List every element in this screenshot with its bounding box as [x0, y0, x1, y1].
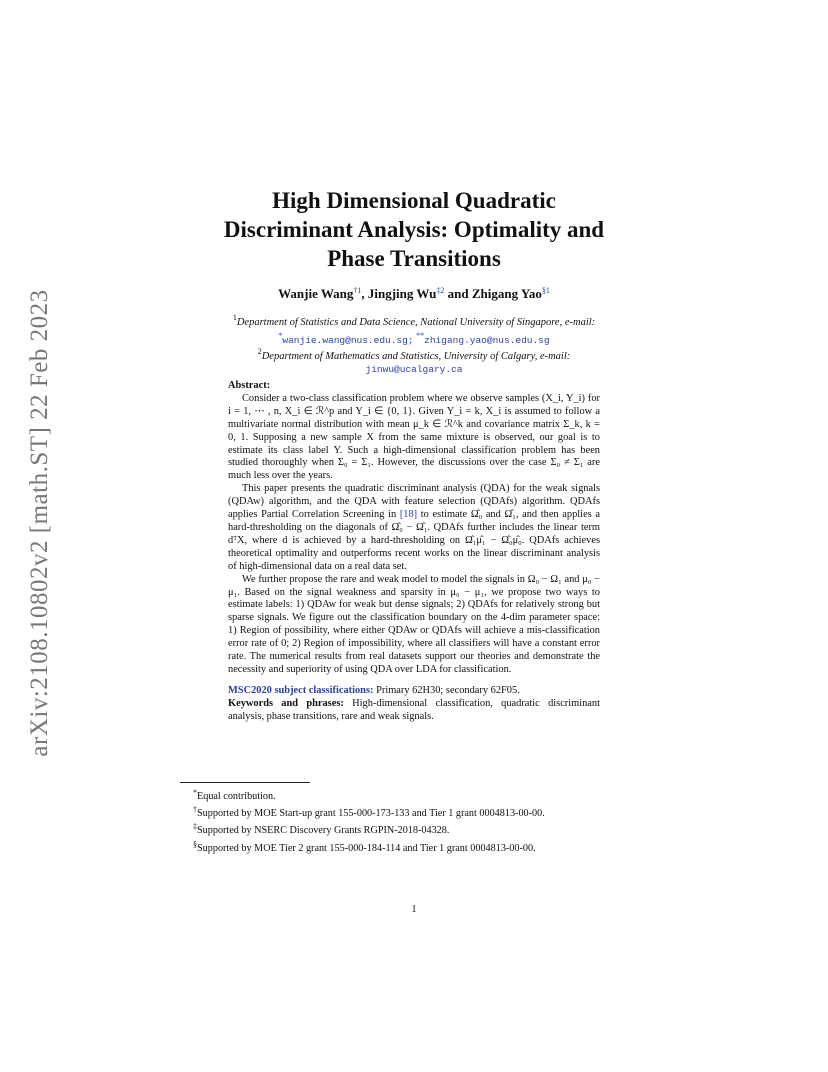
footnote-mark: * [193, 788, 197, 797]
abstract [228, 380, 600, 724]
email-link[interactable]: wanjie.wang@nus.edu.sg; [282, 335, 414, 346]
msc-text: Primary 62H30; secondary 62F05. [376, 684, 520, 696]
affiliation-number: 1 [232, 313, 237, 322]
paper-title [170, 186, 658, 273]
footnote [193, 803, 643, 820]
footnote [193, 820, 643, 837]
arxiv-sidebar [20, 270, 60, 775]
keywords-label: Keywords and phrases: [228, 697, 344, 709]
page-number: 1 [411, 904, 417, 915]
msc-classification [228, 685, 600, 698]
abstract-paragraph-1: Consider a two-class classification problem where we observe samples (X_i, Y_i) for i = 1, ⋯ , n, X_i ∈ ℛ^p and Y_i ∈ {0, 1}. Given Y_i = k, X_i is assumed to follow a multivariate normal distribution with mean μ_k ∈ ℛ^k and covariance matrix Σ_k, k = 0, 1. Supposing a new sample X from the same mixture is observed, our goal is to estimate its class label Y. Such a high-dimensional classification problem has been studied thoroughly when Σ₀ = Σ₁. However, the discussions over the case Σ₀ ≠ Σ₁ are much less over the years. [228, 392, 600, 482]
affiliation-text: Department of Statistics and Data Science, National University of Singapore, e-mail: [236, 317, 596, 328]
footnote-mark: § [193, 839, 197, 849]
footnote-text: Supported by MOE Start-up grant 155-000-173-133 and Tier 1 grant 0004813-00-00. [197, 808, 545, 820]
citation-link[interactable]: [18] [399, 509, 418, 521]
email-link[interactable]: zhigang.yao@nus.edu.sg [424, 335, 550, 346]
email-mark: ** [416, 331, 425, 340]
email-mark: * [278, 331, 283, 340]
footnote-mark: ‡ [193, 822, 197, 832]
title-line-2: Discriminant Analysis: Optimality and [223, 217, 605, 242]
footnotes [193, 786, 643, 855]
affiliation-2 [185, 345, 643, 376]
author-separator: , [361, 286, 365, 301]
title-line-1: High Dimensional Quadratic [272, 188, 556, 213]
author-list [150, 286, 678, 302]
arxiv-identifier: arXiv:2108.10802v2 [math.ST] 22 Feb 2023 [26, 288, 53, 757]
abstract-paragraph-2 [228, 483, 600, 573]
footnote-mark: † [193, 805, 197, 815]
author-name: Wanjie Wang [278, 286, 354, 301]
abstract-text: This paper presents the quadratic discriminant analysis (QDA) for the weak signals (QDAw) algorithm, and the QDA with feature selection (QDAfs) algorithm. QDAfs applies Partial Correlation Screening in [228, 483, 600, 521]
footnote [193, 838, 643, 855]
footnote-text: Supported by NSERC Discovery Grants RGPIN-2018-04328. [197, 825, 450, 837]
abstract-heading: Abstract: [228, 380, 271, 391]
footnote-rule [180, 782, 310, 783]
title-line-3: Phase Transitions [327, 246, 501, 271]
msc-link[interactable]: MSC2020 subject classifications: [228, 684, 374, 696]
author-name: Zhigang Yao [471, 286, 542, 301]
abstract-text: to estimate Ω̂₀ and Ω̂₁, and then applies a hard-thresholding on the diagonals of Ω̂₀ − Ω̂₁. QDAfs further includes the linear term dᵀX, where d is achieved by a hard-thresholding on Ω̂₁μ̂₁ − Ω̂₀μ̂₀. QDAfs achieves theoretical optimality and outperforms recent works on the linear discriminant analysis of high-dimensional data on a real data set. [228, 509, 600, 572]
affiliation-number: 2 [257, 347, 262, 356]
author-separator: and [447, 286, 469, 301]
email-link[interactable]: jinwu@ucalgary.ca [365, 364, 463, 375]
footnote-text: Equal contribution. [197, 791, 276, 802]
footnote-text: Supported by MOE Tier 2 grant 155-000-184-114 and Tier 1 grant 0004813-00-00. [197, 842, 536, 854]
footnote [193, 786, 643, 803]
author-name: Jingjing Wu [367, 286, 437, 301]
author-mark[interactable]: ‡2 [436, 286, 445, 295]
affiliation-1 [185, 311, 643, 347]
keywords [228, 698, 600, 724]
keywords-text: High-dimensional classification, quadratic discriminant analysis, phase transitions, rare and weak signals. [228, 697, 601, 722]
author-mark[interactable]: §1 [541, 286, 550, 295]
abstract-paragraph-3: We further propose the rare and weak model to model the signals in Ω₀ − Ω₁ and μ₀ − μ₁. Based on the signal weakness and sparsity in μ₀ − μ₁, we propose two ways to estimate labels: 1) QDAw for weak but dense signals; 2) QDAfs for relatively strong but sparse signals. We figure out the classification boundary on the 4-dim parameter space: 1) Region of possibility, where either QDAw or QDAfs will achieve a mis-classification error rate of 0; 2) Region of impossibility, where all classifiers will have a constant error rate. The numerical results from real datasets support our theories and demonstrate the necessity and superiority of using QDA over LDA for classification. [228, 573, 600, 675]
affiliation-text: Department of Mathematics and Statistics, University of Calgary, e-mail: [261, 351, 571, 362]
author-mark[interactable]: †1 [353, 286, 362, 295]
